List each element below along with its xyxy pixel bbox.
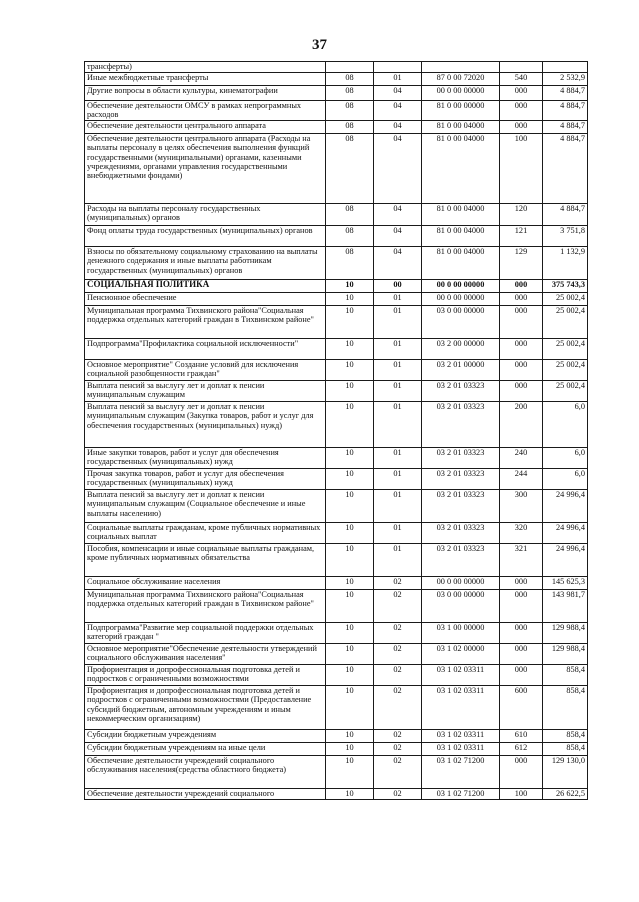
table-row xyxy=(85,623,588,644)
row-target-article-cell: 00 0 00 00000 xyxy=(422,86,500,101)
table-row xyxy=(85,339,588,360)
row-section-cell: 10 xyxy=(326,381,374,402)
row-target-article-cell: 03 1 02 71200 xyxy=(422,789,500,800)
row-amount-cell: 143 981,7 xyxy=(543,590,588,623)
row-expense-type-cell: 000 xyxy=(500,623,543,644)
row-expense-type-cell: 540 xyxy=(500,73,543,86)
table-row xyxy=(85,121,588,134)
row-amount-cell: 4 884,7 xyxy=(543,204,588,226)
table-row xyxy=(85,86,588,101)
row-name-cell: Субсидии бюджетным учреждениям xyxy=(85,730,326,743)
row-subsection-cell: 00 xyxy=(374,280,422,293)
row-section-cell: 08 xyxy=(326,226,374,247)
row-target-article-cell: 81 0 00 04000 xyxy=(422,204,500,226)
row-expense-type-cell: 000 xyxy=(500,339,543,360)
page-number: 37 xyxy=(312,37,327,53)
row-amount-cell xyxy=(543,62,588,73)
row-expense-type-cell: 000 xyxy=(500,590,543,623)
table-row xyxy=(85,101,588,121)
row-name-cell: Социальное обслуживание населения xyxy=(85,577,326,590)
row-amount-cell: 6,0 xyxy=(543,469,588,490)
row-subsection-cell: 01 xyxy=(374,293,422,306)
row-section-cell: 10 xyxy=(326,623,374,644)
row-section-cell: 10 xyxy=(326,402,374,448)
row-expense-type-cell: 129 xyxy=(500,247,543,280)
row-section-cell: 10 xyxy=(326,306,374,339)
row-name-cell: Иные межбюджетные трансферты xyxy=(85,73,326,86)
row-amount-cell: 25 002,4 xyxy=(543,293,588,306)
row-expense-type-cell: 610 xyxy=(500,730,543,743)
row-section-cell: 10 xyxy=(326,665,374,686)
row-subsection-cell: 04 xyxy=(374,247,422,280)
row-name-cell: Прочая закупка товаров, работ и услуг для обеспечения государственных (муниципальных) нужд xyxy=(85,469,326,490)
row-subsection-cell: 02 xyxy=(374,743,422,756)
row-name-cell: Выплата пенсий за выслугу лет и доплат к пенсии муниципальным служащим (Закупка товаров, работ и услуг для обеспечения государственных (муниципальных) нужд) xyxy=(85,402,326,448)
row-expense-type-cell: 000 xyxy=(500,86,543,101)
row-expense-type-cell: 000 xyxy=(500,293,543,306)
row-subsection-cell: 04 xyxy=(374,86,422,101)
row-subsection-cell: 04 xyxy=(374,134,422,204)
row-section-cell: 10 xyxy=(326,469,374,490)
row-expense-type-cell: 000 xyxy=(500,121,543,134)
row-target-article-cell: 03 2 01 03323 xyxy=(422,402,500,448)
table-row xyxy=(85,62,588,73)
row-target-article-cell: 81 0 00 04000 xyxy=(422,226,500,247)
row-section-cell: 10 xyxy=(326,448,374,469)
row-expense-type-cell: 000 xyxy=(500,280,543,293)
row-expense-type-cell: 000 xyxy=(500,381,543,402)
table-row xyxy=(85,402,588,448)
row-target-article-cell: 03 2 01 03323 xyxy=(422,381,500,402)
table-row xyxy=(85,204,588,226)
row-target-article-cell: 03 2 01 03323 xyxy=(422,490,500,523)
table-row xyxy=(85,490,588,523)
row-target-article-cell: 03 1 02 03311 xyxy=(422,665,500,686)
row-section-cell: 10 xyxy=(326,360,374,381)
table-row xyxy=(85,280,588,293)
row-amount-cell: 24 996,4 xyxy=(543,490,588,523)
row-amount-cell: 129 988,4 xyxy=(543,623,588,644)
row-section-cell: 10 xyxy=(326,590,374,623)
row-expense-type-cell: 200 xyxy=(500,402,543,448)
row-expense-type-cell: 244 xyxy=(500,469,543,490)
row-subsection-cell: 02 xyxy=(374,665,422,686)
row-name-cell: Субсидии бюджетным учреждениям на иные цели xyxy=(85,743,326,756)
row-amount-cell: 4 884,7 xyxy=(543,134,588,204)
row-name-cell: Иные закупки товаров, работ и услуг для обеспечения государственных (муниципальных) нужд xyxy=(85,448,326,469)
row-expense-type-cell: 320 xyxy=(500,523,543,544)
table-row xyxy=(85,73,588,86)
row-section-cell: 08 xyxy=(326,86,374,101)
row-subsection-cell: 02 xyxy=(374,789,422,800)
table-row xyxy=(85,686,588,730)
row-name-cell: трансферты) xyxy=(85,62,326,73)
row-section-cell: 08 xyxy=(326,73,374,86)
row-section-cell: 10 xyxy=(326,743,374,756)
row-name-cell: Обеспечение деятельности центрального аппарата (Расходы на выплаты персоналу в целях обеспечения выполнения функций государственными (муниципальными) органами, казенными учреждениями, органами управления государственными внебюджетными фондами) xyxy=(85,134,326,204)
table-row xyxy=(85,226,588,247)
table-row xyxy=(85,247,588,280)
row-subsection-cell: 04 xyxy=(374,226,422,247)
row-expense-type-cell: 000 xyxy=(500,577,543,590)
row-subsection-cell: 02 xyxy=(374,577,422,590)
row-expense-type-cell: 600 xyxy=(500,686,543,730)
table-row xyxy=(85,293,588,306)
table-row xyxy=(85,448,588,469)
row-target-article-cell: 00 0 00 00000 xyxy=(422,280,500,293)
row-subsection-cell: 01 xyxy=(374,306,422,339)
table-row xyxy=(85,523,588,544)
row-subsection-cell: 02 xyxy=(374,644,422,665)
row-expense-type-cell: 100 xyxy=(500,134,543,204)
row-name-cell: Основное мероприятие" Создание условий для исключения социальной разобщенности граждан" xyxy=(85,360,326,381)
row-target-article-cell: 03 1 02 03311 xyxy=(422,686,500,730)
row-name-cell: Выплата пенсий за выслугу лет и доплат к пенсии муниципальным служащим xyxy=(85,381,326,402)
budget-table-body xyxy=(85,62,588,800)
row-target-article-cell: 03 2 00 00000 xyxy=(422,339,500,360)
row-subsection-cell: 02 xyxy=(374,756,422,789)
table-row xyxy=(85,381,588,402)
row-target-article-cell: 03 2 01 03323 xyxy=(422,523,500,544)
row-subsection-cell: 01 xyxy=(374,381,422,402)
table-row xyxy=(85,306,588,339)
row-amount-cell: 858,4 xyxy=(543,686,588,730)
row-section-cell: 10 xyxy=(326,280,374,293)
row-target-article-cell: 03 1 00 00000 xyxy=(422,623,500,644)
row-target-article-cell: 03 2 01 03323 xyxy=(422,448,500,469)
row-name-cell: Основное мероприятие"Обеспечение деятельности утверждений социального обслуживания населения" xyxy=(85,644,326,665)
row-name-cell: Расходы на выплаты персоналу государственных (муниципальных) органов xyxy=(85,204,326,226)
row-name-cell: Обеспечение деятельности центрального аппарата xyxy=(85,121,326,134)
row-amount-cell: 25 002,4 xyxy=(543,381,588,402)
row-target-article-cell: 03 1 02 71200 xyxy=(422,756,500,789)
row-target-article-cell: 03 0 00 00000 xyxy=(422,590,500,623)
row-expense-type-cell: 240 xyxy=(500,448,543,469)
row-subsection-cell: 01 xyxy=(374,523,422,544)
row-name-cell: Социальные выплаты гражданам, кроме публичных нормативных социальных выплат xyxy=(85,523,326,544)
row-subsection-cell xyxy=(374,62,422,73)
row-amount-cell: 6,0 xyxy=(543,402,588,448)
row-name-cell: Обеспечение деятельности учреждений социального xyxy=(85,789,326,800)
row-amount-cell: 375 743,3 xyxy=(543,280,588,293)
table-row xyxy=(85,134,588,204)
row-subsection-cell: 01 xyxy=(374,490,422,523)
row-amount-cell: 26 622,5 xyxy=(543,789,588,800)
row-amount-cell: 858,4 xyxy=(543,665,588,686)
row-subsection-cell: 01 xyxy=(374,73,422,86)
row-subsection-cell: 02 xyxy=(374,623,422,644)
row-target-article-cell: 87 0 00 72020 xyxy=(422,73,500,86)
row-amount-cell: 858,4 xyxy=(543,743,588,756)
row-expense-type-cell: 000 xyxy=(500,306,543,339)
row-name-cell: Выплата пенсий за выслугу лет и доплат к пенсии муниципальным служащим (Социальное обеспечение и иные выплаты населению) xyxy=(85,490,326,523)
row-subsection-cell: 01 xyxy=(374,402,422,448)
row-section-cell: 10 xyxy=(326,544,374,577)
row-section-cell: 08 xyxy=(326,101,374,121)
row-subsection-cell: 04 xyxy=(374,121,422,134)
row-amount-cell: 1 132,9 xyxy=(543,247,588,280)
row-section-cell: 10 xyxy=(326,339,374,360)
row-name-cell: Муниципальная программа Тихвинского района"Социальная поддержка отдельных категорий граждан в Тихвинском районе" xyxy=(85,590,326,623)
row-amount-cell: 145 625,3 xyxy=(543,577,588,590)
row-target-article-cell: 03 2 01 03323 xyxy=(422,544,500,577)
row-expense-type-cell: 100 xyxy=(500,789,543,800)
row-subsection-cell: 01 xyxy=(374,544,422,577)
table-row xyxy=(85,665,588,686)
table-row xyxy=(85,789,588,800)
row-subsection-cell: 01 xyxy=(374,339,422,360)
row-subsection-cell: 02 xyxy=(374,686,422,730)
row-name-cell: Профориентация и допрофессиональная подготовка детей и подростков с ограниченными возможностями (Предоставление субсидий бюджетным, автономным учреждениям и иным некоммерческим организациям) xyxy=(85,686,326,730)
row-expense-type-cell xyxy=(500,62,543,73)
row-amount-cell: 129 130,0 xyxy=(543,756,588,789)
row-expense-type-cell: 612 xyxy=(500,743,543,756)
row-subsection-cell: 02 xyxy=(374,590,422,623)
row-amount-cell: 24 996,4 xyxy=(543,523,588,544)
row-amount-cell: 4 884,7 xyxy=(543,101,588,121)
row-section-cell: 10 xyxy=(326,577,374,590)
row-expense-type-cell: 120 xyxy=(500,204,543,226)
row-section-cell: 10 xyxy=(326,686,374,730)
row-name-cell: Пособия, компенсации и иные социальные выплаты гражданам, кроме публичных нормативных обязательства xyxy=(85,544,326,577)
row-subsection-cell: 04 xyxy=(374,101,422,121)
row-section-cell: 08 xyxy=(326,247,374,280)
row-section-cell: 08 xyxy=(326,204,374,226)
row-amount-cell: 6,0 xyxy=(543,448,588,469)
row-expense-type-cell: 121 xyxy=(500,226,543,247)
row-name-cell: Фонд оплаты труда государственных (муниципальных) органов xyxy=(85,226,326,247)
table-row xyxy=(85,577,588,590)
table-row xyxy=(85,756,588,789)
row-target-article-cell: 81 0 00 04000 xyxy=(422,247,500,280)
row-subsection-cell: 01 xyxy=(374,469,422,490)
row-amount-cell: 3 751,8 xyxy=(543,226,588,247)
row-name-cell: Муниципальная программа Тихвинского района"Социальная поддержка отдельных категорий граждан в Тихвинском районе" xyxy=(85,306,326,339)
row-subsection-cell: 01 xyxy=(374,448,422,469)
row-name-cell: Другие вопросы в области культуры, кинематографии xyxy=(85,86,326,101)
row-name-cell: Профориентация и допрофессиональная подготовка детей и подростков с ограниченными возможностями xyxy=(85,665,326,686)
row-amount-cell: 129 988,4 xyxy=(543,644,588,665)
row-amount-cell: 858,4 xyxy=(543,730,588,743)
row-target-article-cell: 03 0 00 00000 xyxy=(422,306,500,339)
row-target-article-cell xyxy=(422,62,500,73)
row-expense-type-cell: 300 xyxy=(500,490,543,523)
row-section-cell: 08 xyxy=(326,134,374,204)
row-name-cell: Пенсионное обеспечение xyxy=(85,293,326,306)
row-section-cell: 10 xyxy=(326,293,374,306)
row-name-cell: Подпрограмма"Развитие мер социальной поддержки отдельных категорий граждан " xyxy=(85,623,326,644)
row-amount-cell: 25 002,4 xyxy=(543,360,588,381)
row-expense-type-cell: 000 xyxy=(500,360,543,381)
row-target-article-cell: 81 0 00 00000 xyxy=(422,101,500,121)
row-expense-type-cell: 000 xyxy=(500,756,543,789)
row-amount-cell: 4 884,7 xyxy=(543,121,588,134)
row-name-cell: Взносы по обязательному социальному страхованию на выплаты денежного содержания и иные выплаты работникам государственных (муниципальных) органов xyxy=(85,247,326,280)
row-name-cell: СОЦИАЛЬНАЯ ПОЛИТИКА xyxy=(85,280,326,293)
row-section-cell: 10 xyxy=(326,756,374,789)
row-expense-type-cell: 000 xyxy=(500,665,543,686)
table-row xyxy=(85,544,588,577)
row-section-cell: 10 xyxy=(326,730,374,743)
table-row xyxy=(85,360,588,381)
table-row xyxy=(85,743,588,756)
row-target-article-cell: 81 0 00 04000 xyxy=(422,134,500,204)
table-row xyxy=(85,590,588,623)
row-subsection-cell: 02 xyxy=(374,730,422,743)
row-amount-cell: 25 002,4 xyxy=(543,339,588,360)
row-section-cell xyxy=(326,62,374,73)
row-subsection-cell: 01 xyxy=(374,360,422,381)
row-target-article-cell: 03 1 02 03311 xyxy=(422,730,500,743)
row-target-article-cell: 00 0 00 00000 xyxy=(422,293,500,306)
row-name-cell: Обеспечение деятельности ОМСУ в рамках непрограммных расходов xyxy=(85,101,326,121)
row-expense-type-cell: 000 xyxy=(500,101,543,121)
row-amount-cell: 25 002,4 xyxy=(543,306,588,339)
row-target-article-cell: 03 2 01 03323 xyxy=(422,469,500,490)
row-target-article-cell: 03 1 02 00000 xyxy=(422,644,500,665)
row-target-article-cell: 03 1 02 03311 xyxy=(422,743,500,756)
row-expense-type-cell: 321 xyxy=(500,544,543,577)
row-amount-cell: 2 532,9 xyxy=(543,73,588,86)
row-name-cell: Обеспечение деятельности учреждений социального обслуживания населения(средства областного бюджета) xyxy=(85,756,326,789)
row-target-article-cell: 00 0 00 00000 xyxy=(422,577,500,590)
row-section-cell: 10 xyxy=(326,644,374,665)
table-row xyxy=(85,730,588,743)
row-section-cell: 10 xyxy=(326,490,374,523)
row-amount-cell: 4 884,7 xyxy=(543,86,588,101)
table-row xyxy=(85,469,588,490)
row-section-cell: 08 xyxy=(326,121,374,134)
row-amount-cell: 24 996,4 xyxy=(543,544,588,577)
row-section-cell: 10 xyxy=(326,523,374,544)
row-target-article-cell: 03 2 01 00000 xyxy=(422,360,500,381)
row-expense-type-cell: 000 xyxy=(500,644,543,665)
table-row xyxy=(85,644,588,665)
row-target-article-cell: 81 0 00 04000 xyxy=(422,121,500,134)
row-section-cell: 10 xyxy=(326,789,374,800)
row-subsection-cell: 04 xyxy=(374,204,422,226)
row-name-cell: Подпрограмма"Профилактика социальной исключенности" xyxy=(85,339,326,360)
budget-table xyxy=(84,61,588,800)
